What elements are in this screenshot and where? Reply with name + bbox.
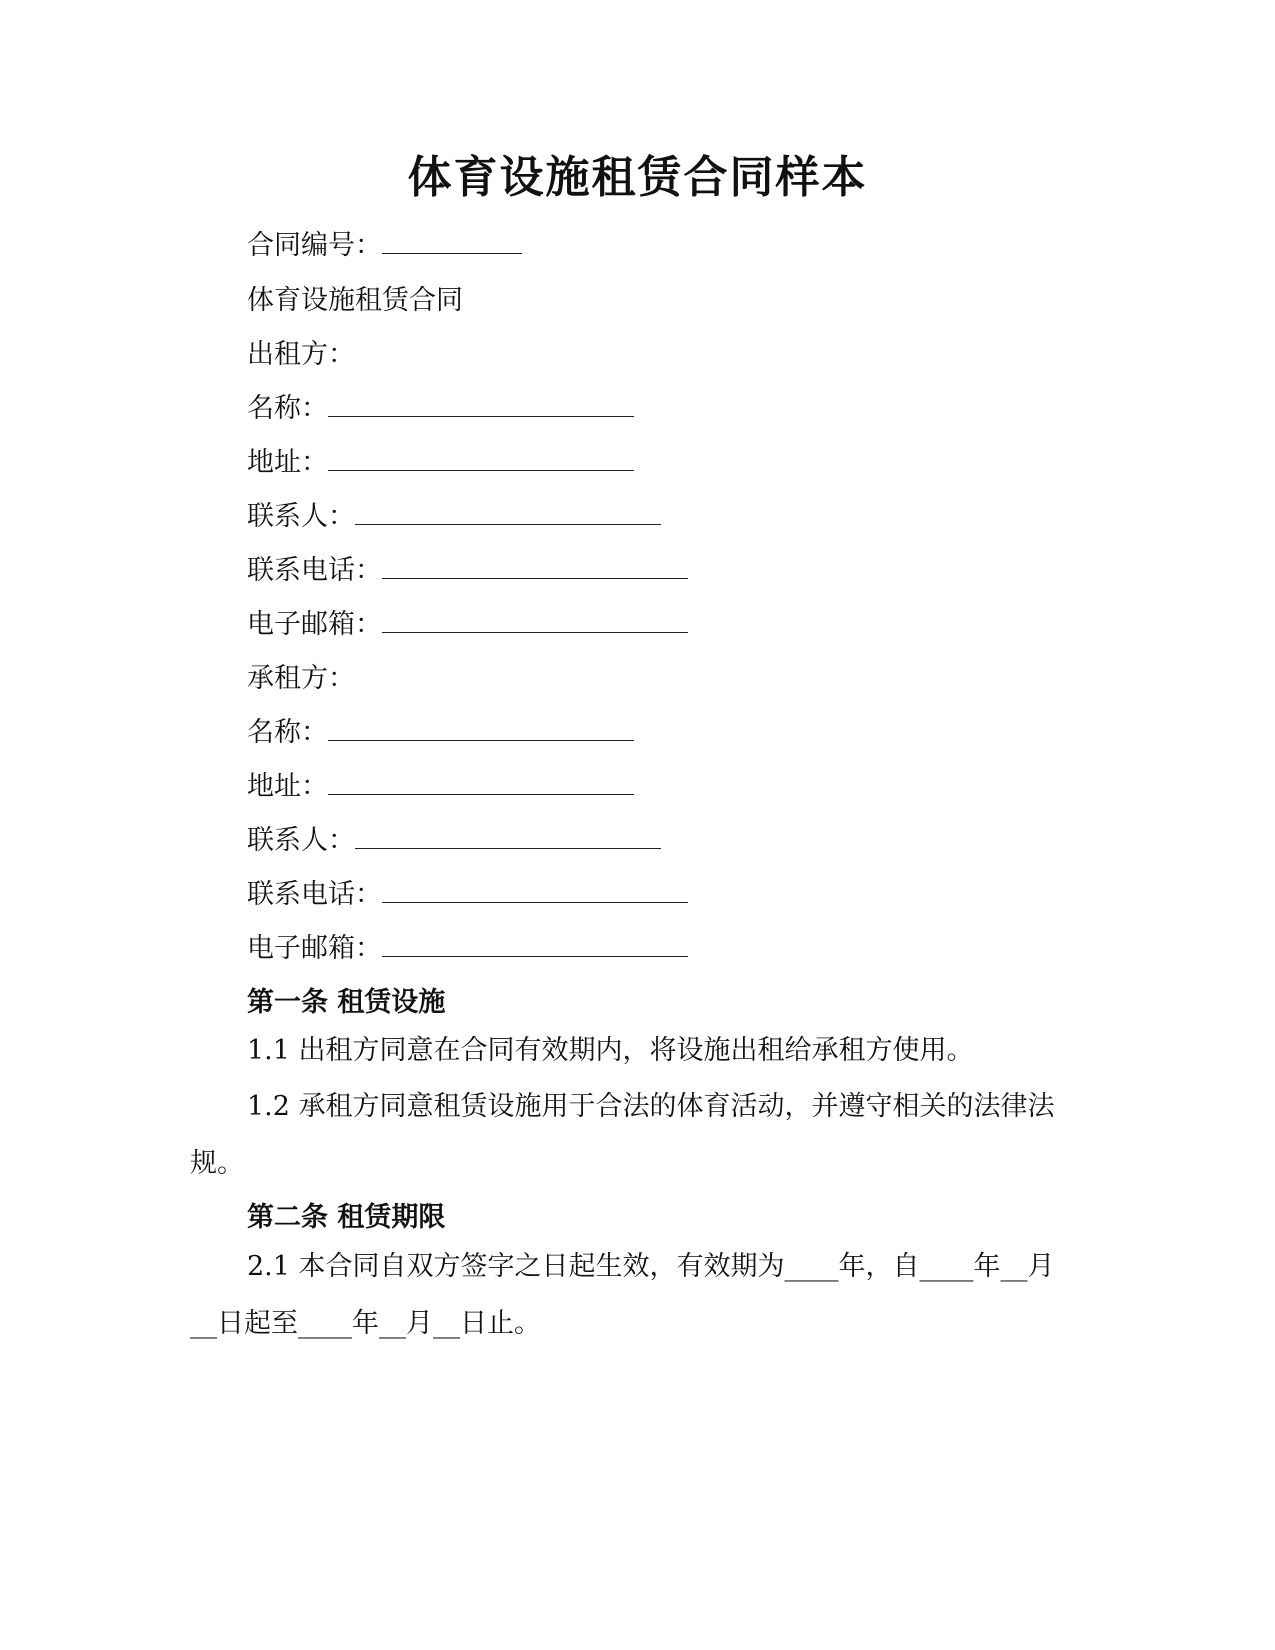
article-1-heading: 第一条 租赁设施 — [247, 987, 446, 1018]
lessee-phone-line — [247, 875, 688, 915]
lessee-name-label: 名称： — [247, 717, 328, 748]
lessor-name-blank — [328, 390, 634, 417]
lessor-email-label: 电子邮箱： — [247, 609, 382, 640]
lessee-name-line — [247, 713, 634, 753]
lessor-contact-line — [247, 497, 661, 537]
clause-1-1: 1.1 出租方同意在合同有效期内，将设施出租给承租方使用。 — [247, 1035, 974, 1066]
lessee-address-blank — [328, 768, 634, 795]
lessor-email-blank — [382, 606, 688, 633]
contract-number-label: 合同编号： — [247, 230, 382, 261]
lessor-phone-line — [247, 551, 688, 591]
lessee-phone-label: 联系电话： — [247, 879, 382, 910]
lessee-email-line — [247, 929, 688, 969]
lessee-address-line — [247, 767, 634, 807]
lessor-phone-blank — [382, 552, 688, 579]
lessee-email-blank — [382, 930, 688, 957]
lessee-name-blank — [328, 714, 634, 741]
lessor-name-line — [247, 389, 634, 429]
lessor-contact-label: 联系人： — [247, 501, 355, 532]
lessee-heading: 承租方： — [247, 663, 355, 694]
clause-2-1: 2.1 本合同自双方签字之日起生效，有效期为____年，自____年__月__日起至____年__月__日止。 — [190, 1251, 1055, 1339]
lessee-contact-line — [247, 821, 661, 861]
lessee-email-label: 电子邮箱： — [247, 933, 382, 964]
clause-1-2: 1.2 承租方同意租赁设施用于合法的体育活动，并遵守相关的法律法规。 — [190, 1091, 1055, 1179]
document-title: 体育设施租赁合同样本 — [407, 152, 868, 203]
contract-number-blank — [382, 227, 522, 254]
lessee-contact-label: 联系人： — [247, 825, 355, 856]
lessor-contact-blank — [355, 498, 661, 525]
contract-name: 体育设施租赁合同 — [247, 285, 463, 316]
contract-number-line — [247, 226, 522, 266]
lessee-address-label: 地址： — [247, 771, 328, 802]
lessor-phone-label: 联系电话： — [247, 555, 382, 586]
article-2-heading: 第二条 租赁期限 — [247, 1202, 446, 1233]
lessor-name-label: 名称： — [247, 393, 328, 424]
lessee-phone-blank — [382, 876, 688, 903]
lessee-contact-blank — [355, 822, 661, 849]
lessor-address-label: 地址： — [247, 447, 328, 478]
lessor-heading: 出租方： — [247, 339, 355, 370]
lessor-address-blank — [328, 444, 634, 471]
lessor-address-line — [247, 443, 634, 483]
lessor-email-line — [247, 605, 688, 645]
